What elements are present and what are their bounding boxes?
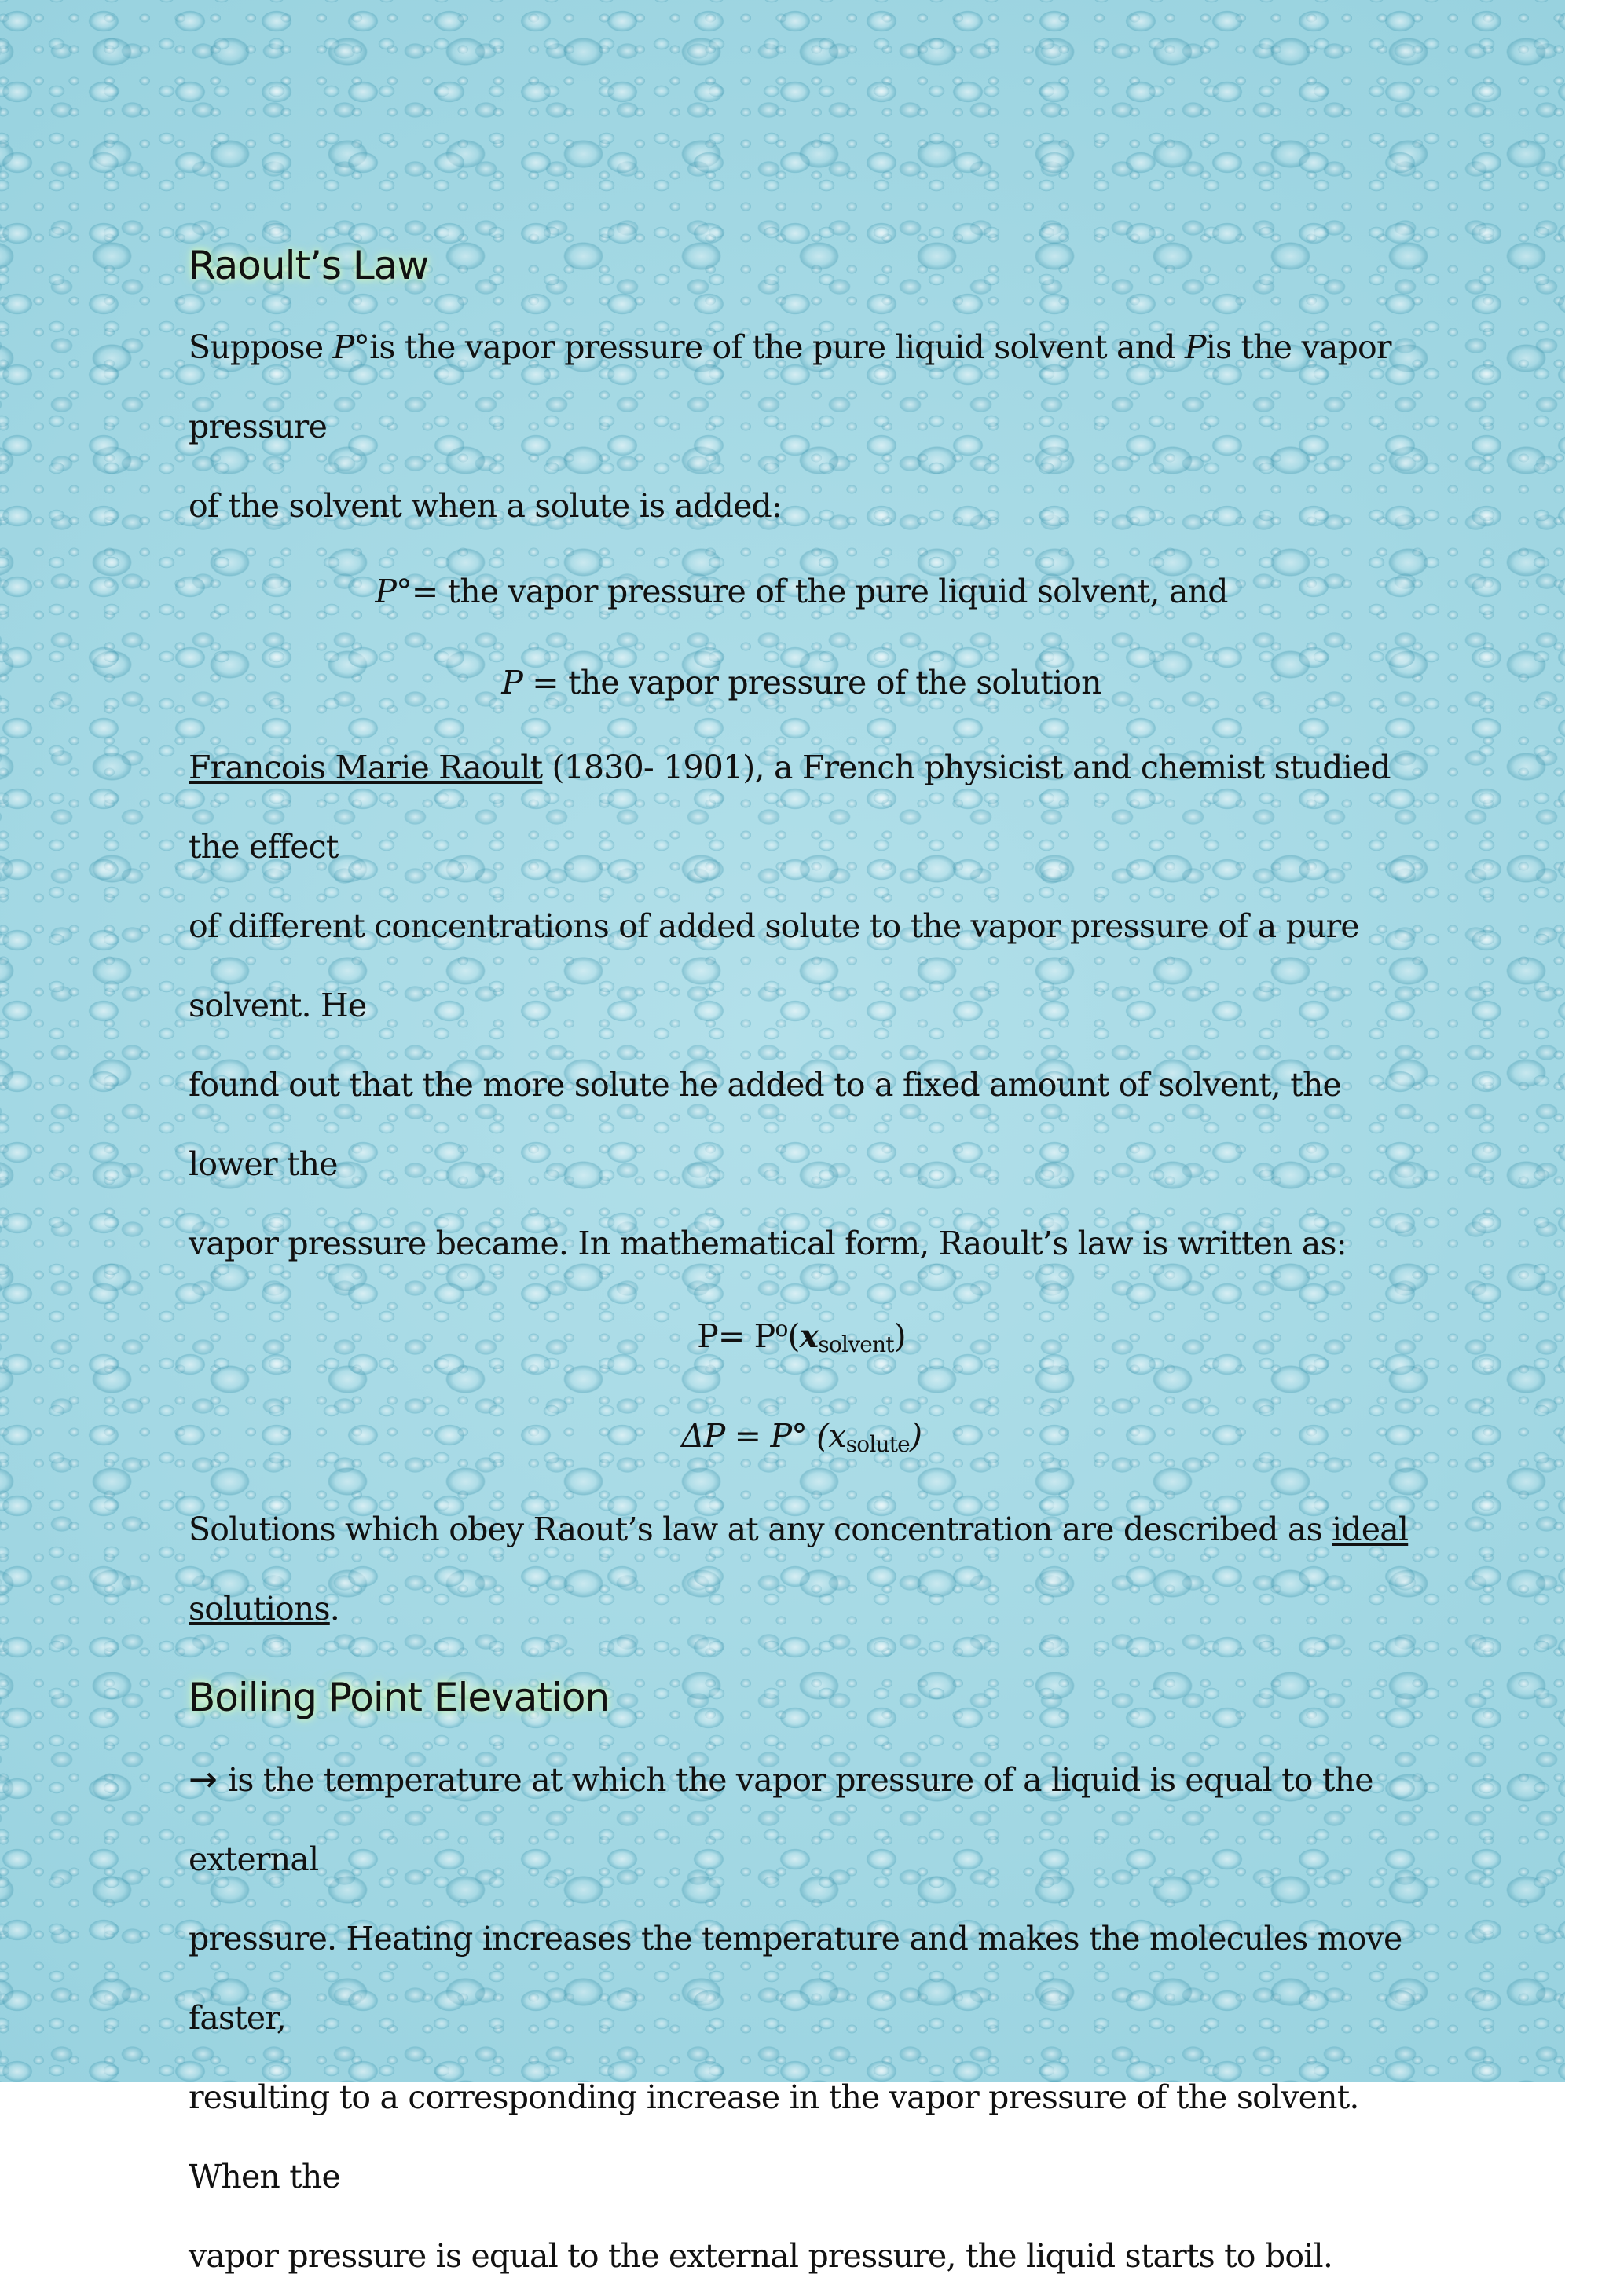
eq1-x: x — [799, 1317, 819, 1355]
definition-p — [189, 637, 1414, 728]
heading-raoults-law: Raoult’s Law — [189, 243, 429, 288]
bpe-line-3: resulting to a corresponding increase in the vapor pressure of the solvent. When the — [189, 2078, 1359, 2195]
intro-line-1 — [189, 308, 1414, 467]
intro-text-2: is the vapor pressure of the pure liquid solvent and — [369, 328, 1185, 366]
eq2-open: (x — [806, 1417, 846, 1455]
symbol-p-zero: P° — [332, 328, 370, 366]
eq1-lhs: P= P — [697, 1317, 775, 1355]
raoult-name-link[interactable]: Francois Marie Raoult — [189, 749, 543, 786]
bio-line-4: vapor pressure became. In mathematical form, Raoult’s law is written as: — [189, 1225, 1347, 1262]
ideal-solutions-link[interactable]: ideal solutions — [189, 1511, 1409, 1628]
equation-raoult — [189, 1283, 1414, 1390]
equation-delta-p — [189, 1390, 1414, 1490]
eq1-open: ( — [787, 1317, 800, 1355]
bpe-line-2: pressure. Heating increases the temperature and makes the molecules move faster, — [189, 1920, 1402, 2037]
eq1-sub: solvent — [818, 1331, 894, 1357]
eq2-close: ) — [909, 1417, 922, 1455]
def1-text: = the vapor pressure of the pure liquid solvent, and — [411, 573, 1228, 610]
eq1-degree: o — [775, 1316, 788, 1342]
def1-symbol: P° — [375, 573, 412, 610]
heading-boiling-point-elevation: Boiling Point Elevation — [189, 1675, 610, 1720]
symbol-p: P — [1184, 328, 1206, 366]
bio-rest-1: (1830- 1901), a French physicist and chemist studied the effect — [189, 749, 1391, 866]
eq1-close: ) — [893, 1317, 906, 1355]
ideal-post: . — [329, 1590, 339, 1628]
bio-line-1 — [189, 728, 1414, 887]
bpe-text-1: is the temperature at which the vapor pressure of a liquid is equal to the external — [189, 1761, 1373, 1878]
def2-text: = the vapor pressure of the solution — [522, 664, 1101, 701]
arrow-right-icon: → — [189, 1760, 218, 1800]
bpe-line-4: vapor pressure is equal to the external pressure, the liquid starts to boil. — [189, 2237, 1333, 2275]
def2-symbol: P — [501, 664, 523, 701]
eq2-sub: solute — [845, 1431, 910, 1457]
bpe-line-1 — [189, 1740, 1414, 1899]
document-body — [189, 228, 1414, 2296]
ideal-pre: Solutions which obey Raout’s law at any concentration are described as — [189, 1511, 1332, 1548]
eq2-lhs: ΔP = P° — [680, 1417, 807, 1455]
bio-line-3: found out that the more solute he added to a fixed amount of solvent, the lower the — [189, 1066, 1342, 1183]
intro-line-2: of the solvent when a solute is added: — [189, 487, 782, 525]
bio-line-2: of different concentrations of added solute to the vapor pressure of a pure solvent. He — [189, 907, 1359, 1024]
intro-text-3: is the vapor pressure — [189, 328, 1391, 445]
intro-text-1: Suppose — [189, 328, 333, 366]
definition-p-zero — [189, 546, 1414, 637]
ideal-solutions-line — [189, 1490, 1414, 1649]
